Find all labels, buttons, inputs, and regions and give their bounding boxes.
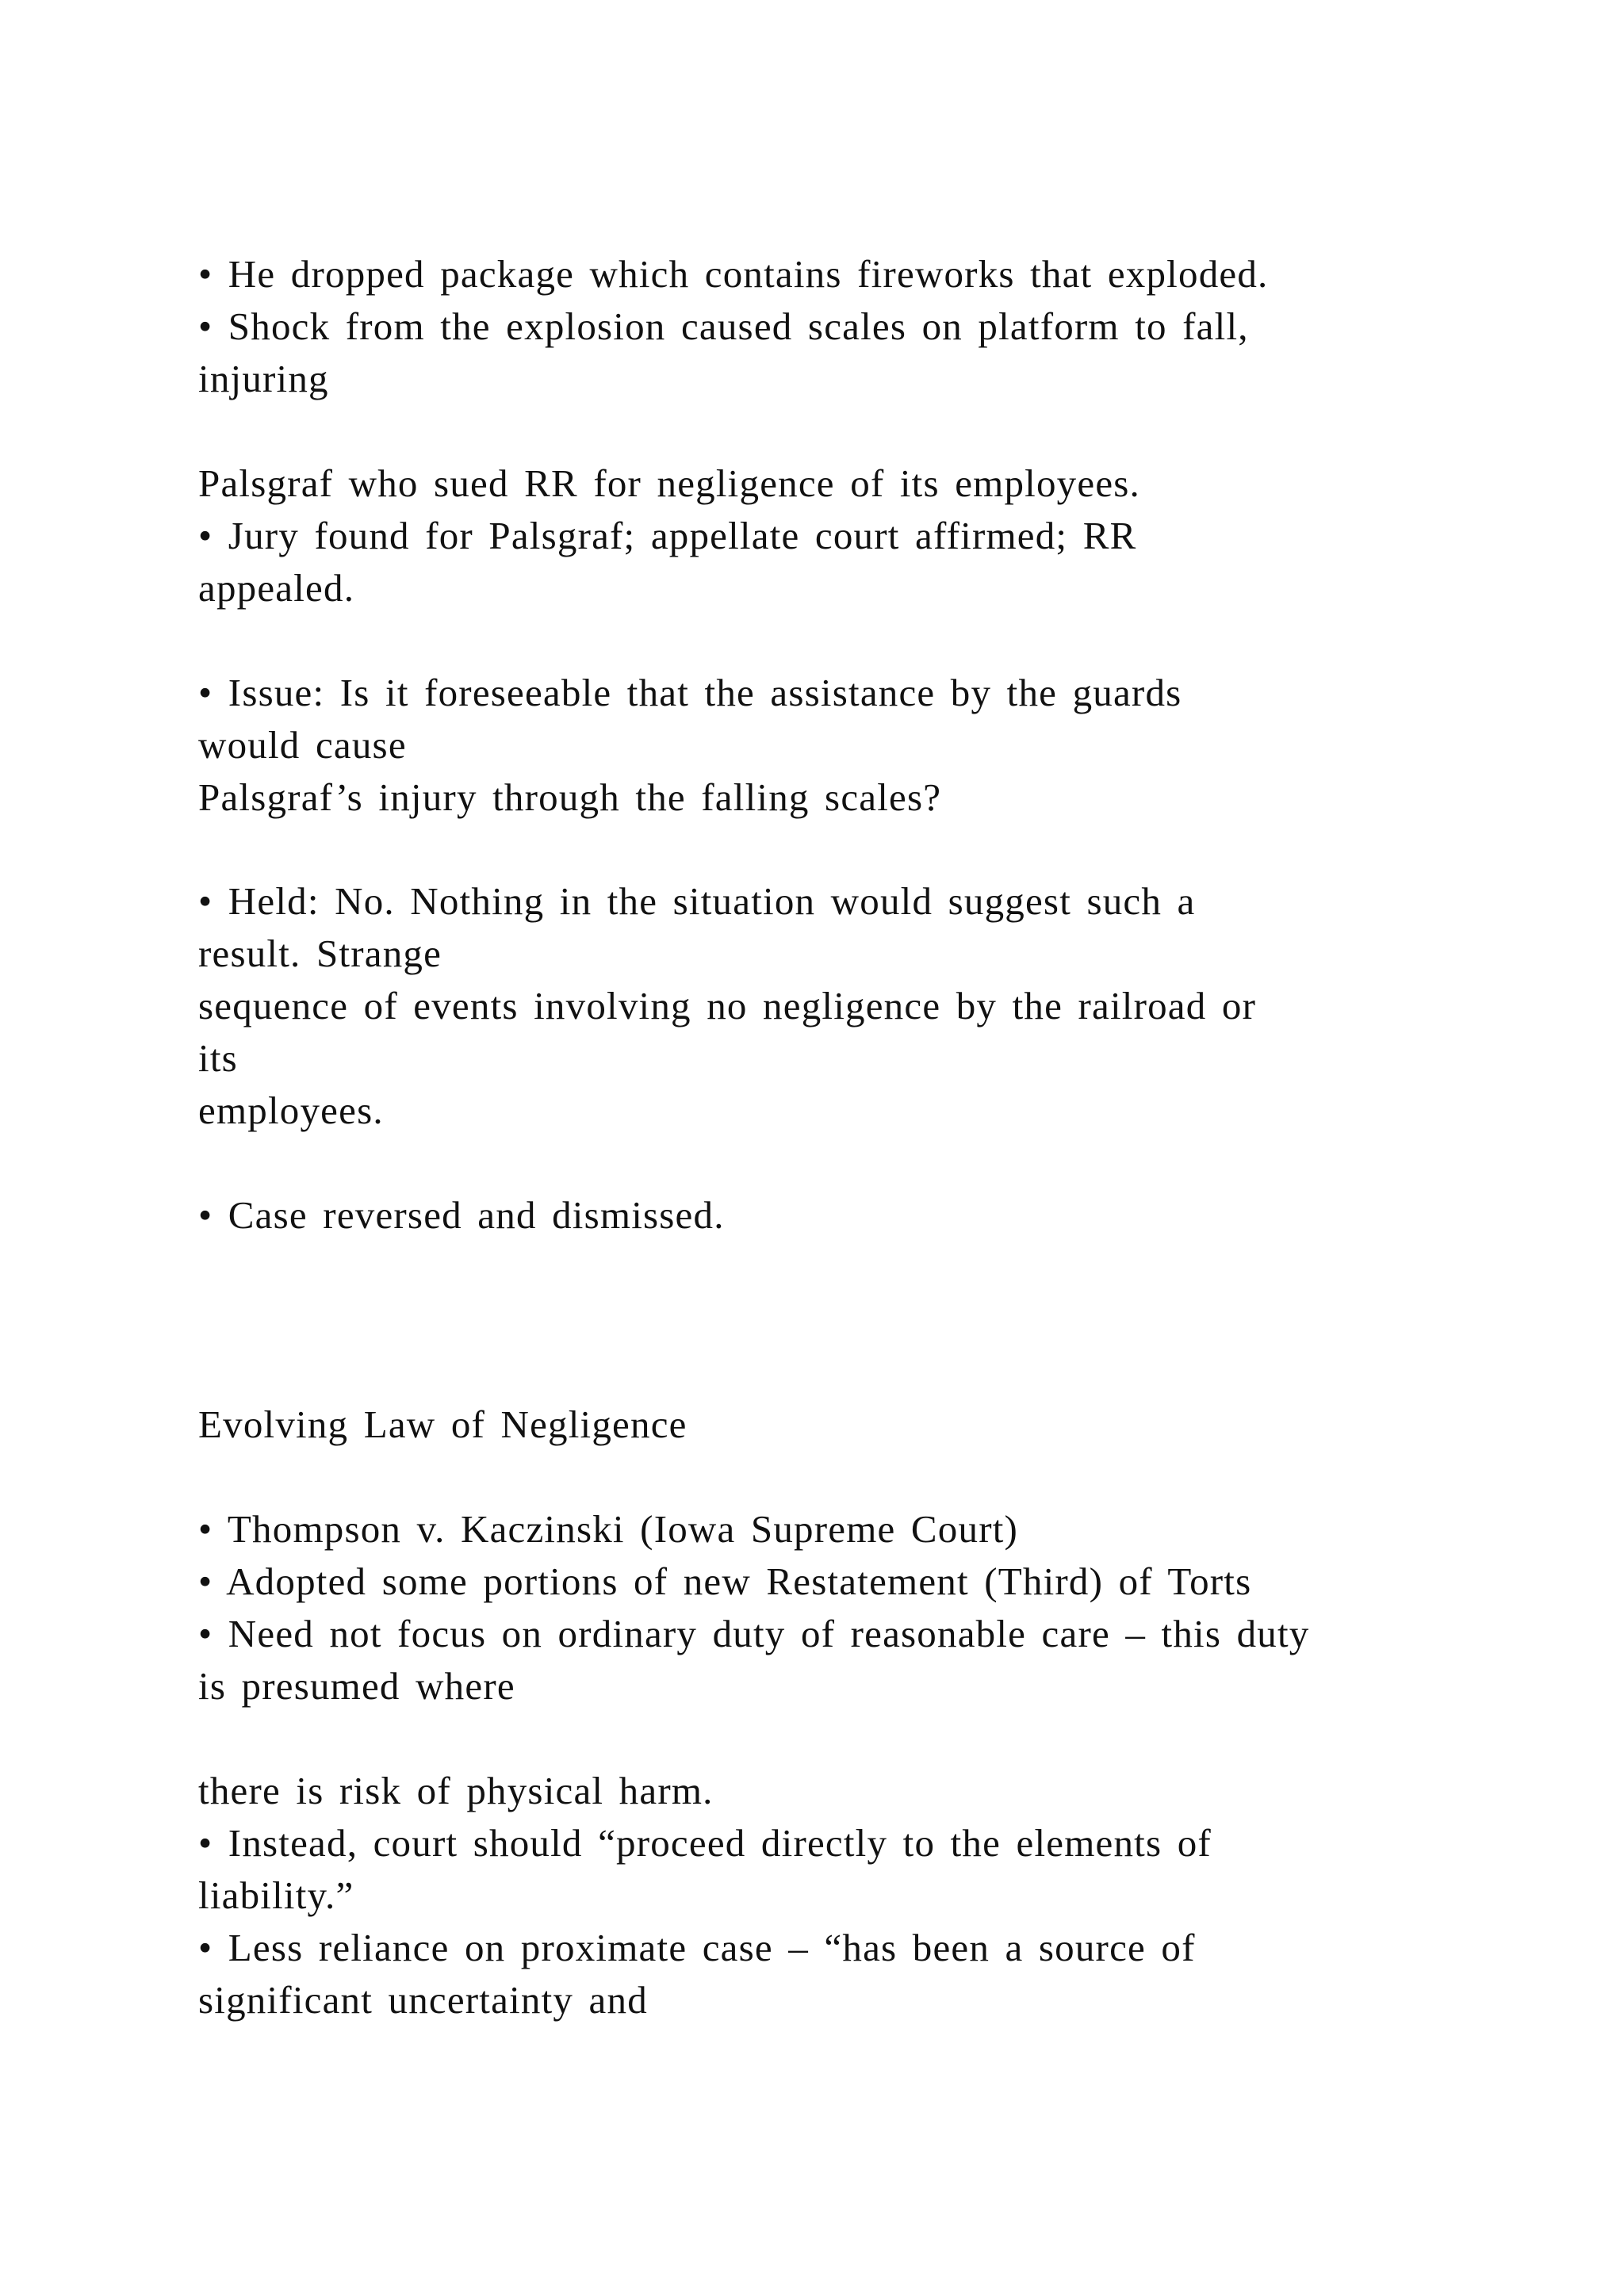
text-line: liability.” <box>198 1873 354 1917</box>
text-line: • Thompson v. Kaczinski (Iowa Supreme Court) <box>198 1507 1019 1551</box>
text-line: result. Strange <box>198 932 442 975</box>
text-line: there is risk of physical harm. <box>198 1769 714 1812</box>
section-heading: Evolving Law of Negligence <box>198 1402 688 1446</box>
text-line: • Shock from the explosion caused scales on platform to fall, <box>198 304 1249 348</box>
text-line: injuring <box>198 357 329 400</box>
text-line: is presumed where <box>198 1664 515 1708</box>
text-line: appealed. <box>198 566 355 610</box>
text-line: sequence of events involving no negligence by the railroad or <box>198 984 1257 1027</box>
text-line: • Less reliance on proximate case – “has been a source of <box>198 1926 1196 1969</box>
text-line: Palsgraf’s injury through the falling scales? <box>198 775 942 819</box>
text-line: significant uncertainty and <box>198 1978 648 2022</box>
text-line: • Held: No. Nothing in the situation would suggest such a <box>198 879 1196 923</box>
text-line: • Adopted some portions of new Restatement (Third) of Torts <box>198 1559 1252 1603</box>
text-line: employees. <box>198 1089 384 1132</box>
text-line: its <box>198 1036 238 1080</box>
text-line: • He dropped package which contains fireworks that exploded. <box>198 252 1269 296</box>
text-line: Palsgraf who sued RR for negligence of its employees. <box>198 461 1140 505</box>
text-line: • Jury found for Palsgraf; appellate court affirmed; RR <box>198 514 1137 557</box>
text-line: • Need not focus on ordinary duty of reasonable care – this duty <box>198 1612 1310 1655</box>
text-line: • Instead, court should “proceed directly to the elements of <box>198 1821 1212 1865</box>
text-line: • Issue: Is it foreseeable that the assistance by the guards <box>198 671 1182 714</box>
text-line: • Case reversed and dismissed. <box>198 1193 725 1237</box>
text-line: would cause <box>198 723 407 767</box>
